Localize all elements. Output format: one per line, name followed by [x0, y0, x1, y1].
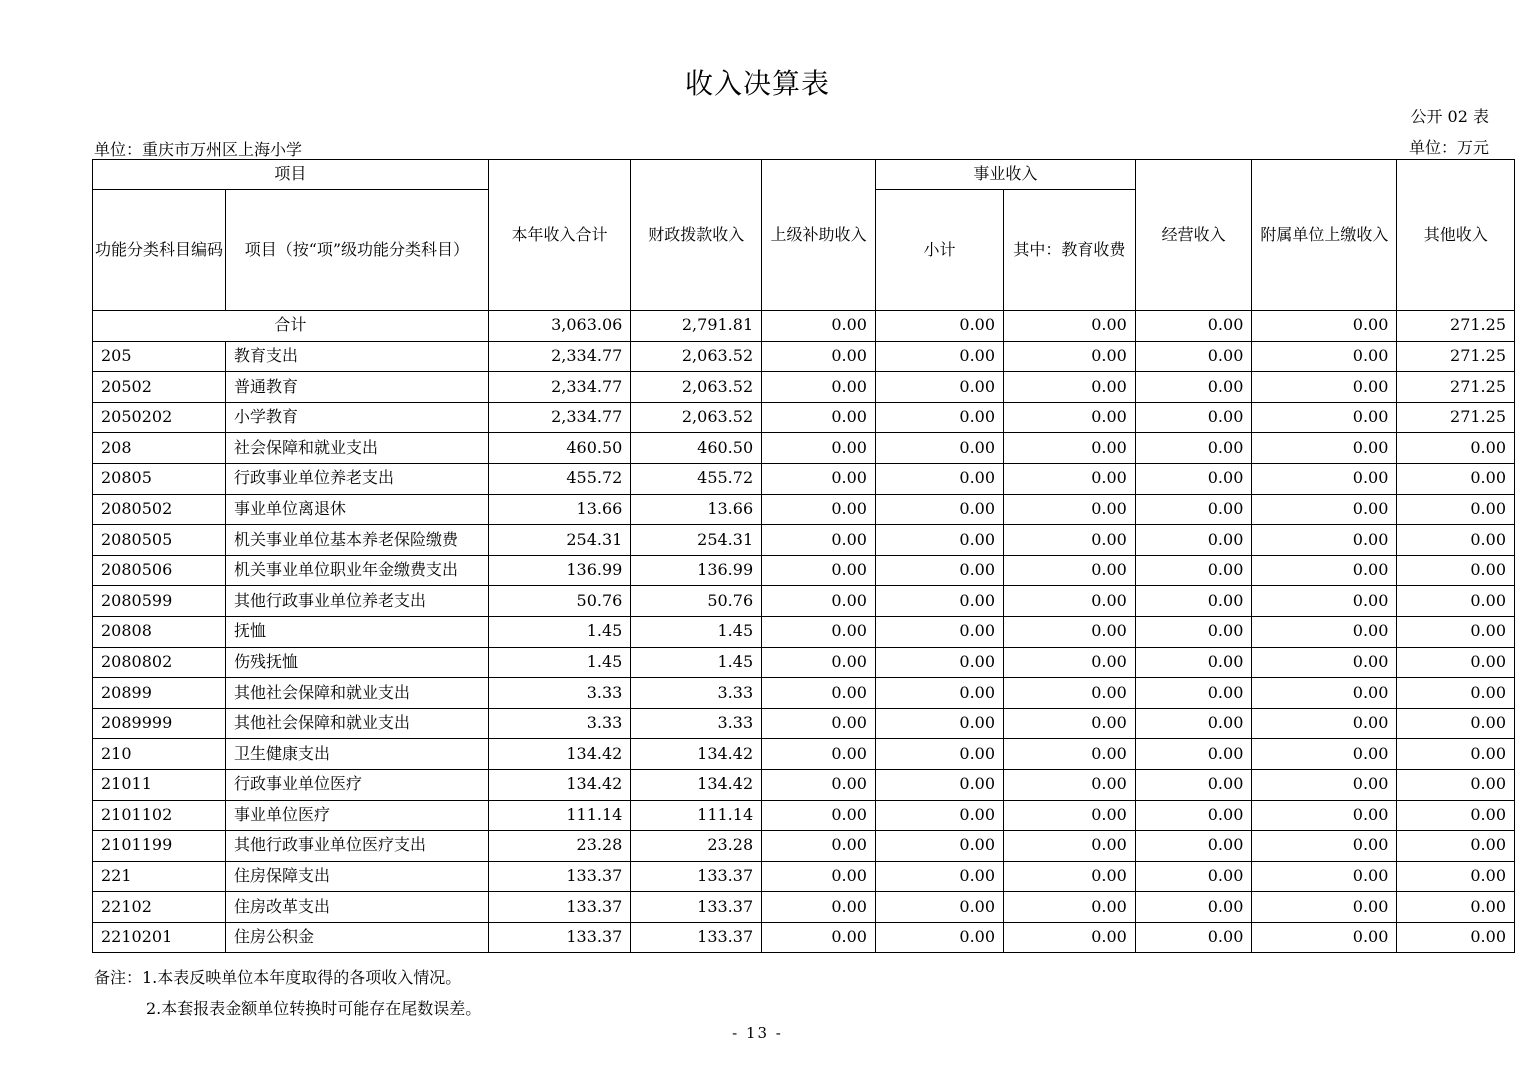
row-value-cell: 0.00 — [875, 647, 1003, 678]
row-name: 其他社会保障和就业支出 — [226, 678, 489, 709]
header-project-group: 项目 — [93, 160, 489, 190]
row-value-cell: 0.00 — [1252, 525, 1397, 556]
row-value-cell: 0.00 — [1004, 341, 1136, 372]
row-value-cell: 0.00 — [1135, 708, 1252, 739]
row-code: 2080802 — [93, 647, 226, 678]
row-value-cell: 0.00 — [1252, 769, 1397, 800]
row-value-cell: 133.37 — [631, 922, 762, 953]
row-value-cell: 23.28 — [488, 831, 631, 862]
row-value-cell: 3.33 — [488, 708, 631, 739]
row-value-cell: 0.00 — [875, 678, 1003, 709]
row-value-cell: 254.31 — [488, 525, 631, 556]
row-value-cell: 0.00 — [1004, 463, 1136, 494]
row-value-cell: 23.28 — [631, 831, 762, 862]
row-value-cell: 0.00 — [762, 678, 876, 709]
total-cell: 2,791.81 — [631, 311, 762, 342]
row-name: 卫生健康支出 — [226, 739, 489, 770]
row-value-cell: 133.37 — [631, 861, 762, 892]
row-value-cell: 0.00 — [762, 586, 876, 617]
row-value-cell: 0.00 — [1135, 555, 1252, 586]
total-cell: 271.25 — [1397, 311, 1515, 342]
row-value-cell: 0.00 — [1135, 831, 1252, 862]
row-value-cell: 0.00 — [762, 861, 876, 892]
row-value-cell: 0.00 — [1397, 586, 1515, 617]
table-row — [93, 892, 1515, 923]
row-value-cell: 2,063.52 — [631, 372, 762, 403]
table-row — [93, 769, 1515, 800]
row-value-cell: 0.00 — [875, 892, 1003, 923]
row-code: 208 — [93, 433, 226, 464]
row-value-cell: 2,063.52 — [631, 341, 762, 372]
row-value-cell: 136.99 — [488, 555, 631, 586]
row-value-cell: 0.00 — [1397, 678, 1515, 709]
row-value-cell: 0.00 — [762, 708, 876, 739]
row-value-cell: 0.00 — [1252, 800, 1397, 831]
row-value-cell: 0.00 — [1004, 433, 1136, 464]
table-row — [93, 647, 1515, 678]
row-name: 行政事业单位医疗 — [226, 769, 489, 800]
row-value-cell: 2,334.77 — [488, 341, 631, 372]
row-value-cell: 0.00 — [1397, 800, 1515, 831]
total-cell: 0.00 — [1135, 311, 1252, 342]
table-row — [93, 555, 1515, 586]
header-total: 本年收入合计 — [488, 160, 631, 311]
row-value-cell: 0.00 — [875, 861, 1003, 892]
row-value-cell: 0.00 — [1397, 616, 1515, 647]
row-value-cell: 0.00 — [1135, 586, 1252, 617]
row-value-cell: 0.00 — [875, 586, 1003, 617]
row-value-cell: 0.00 — [762, 769, 876, 800]
row-code: 2050202 — [93, 402, 226, 433]
total-cell: 0.00 — [762, 311, 876, 342]
row-value-cell: 0.00 — [1135, 922, 1252, 953]
row-name: 社会保障和就业支出 — [226, 433, 489, 464]
row-value-cell: 0.00 — [1004, 739, 1136, 770]
row-value-cell: 134.42 — [488, 739, 631, 770]
row-value-cell: 460.50 — [488, 433, 631, 464]
table-row — [93, 708, 1515, 739]
table-row — [93, 433, 1515, 464]
row-value-cell: 455.72 — [488, 463, 631, 494]
row-value-cell: 0.00 — [1252, 739, 1397, 770]
row-value-cell: 0.00 — [1135, 616, 1252, 647]
row-name: 机关事业单位职业年金缴费支出 — [226, 555, 489, 586]
row-value-cell: 0.00 — [1004, 800, 1136, 831]
row-value-cell: 0.00 — [1397, 433, 1515, 464]
header-affiliated: 附属单位上缴收入 — [1252, 160, 1397, 311]
row-value-cell: 2,063.52 — [631, 402, 762, 433]
form-number: 公开 02 表 — [1410, 107, 1489, 126]
row-value-cell: 0.00 — [875, 555, 1003, 586]
total-label: 合计 — [93, 311, 489, 342]
row-value-cell: 0.00 — [762, 555, 876, 586]
row-value-cell: 0.00 — [1397, 892, 1515, 923]
header-business-group: 事业收入 — [875, 160, 1135, 190]
row-value-cell: 254.31 — [631, 525, 762, 556]
row-name: 其他社会保障和就业支出 — [226, 708, 489, 739]
row-value-cell: 0.00 — [1252, 892, 1397, 923]
row-value-cell: 50.76 — [631, 586, 762, 617]
row-code: 20502 — [93, 372, 226, 403]
row-value-cell: 0.00 — [1135, 800, 1252, 831]
header-operating: 经营收入 — [1135, 160, 1252, 311]
row-value-cell: 0.00 — [762, 892, 876, 923]
table-row — [93, 372, 1515, 403]
row-value-cell: 0.00 — [762, 647, 876, 678]
row-value-cell: 0.00 — [1004, 525, 1136, 556]
row-value-cell: 0.00 — [1252, 372, 1397, 403]
row-value-cell: 0.00 — [1397, 739, 1515, 770]
row-value-cell: 0.00 — [1004, 892, 1136, 923]
row-value-cell: 0.00 — [1004, 831, 1136, 862]
row-value-cell: 0.00 — [875, 463, 1003, 494]
row-value-cell: 0.00 — [1252, 678, 1397, 709]
row-code: 20808 — [93, 616, 226, 647]
row-value-cell: 0.00 — [1135, 463, 1252, 494]
row-value-cell: 0.00 — [875, 800, 1003, 831]
row-value-cell: 1.45 — [488, 616, 631, 647]
note-line-2: 2.本套报表金额单位转换时可能存在尾数误差。 — [146, 999, 482, 1018]
total-cell: 0.00 — [1004, 311, 1136, 342]
row-value-cell: 0.00 — [1135, 341, 1252, 372]
row-value-cell: 0.00 — [1252, 341, 1397, 372]
page-number: - 13 - — [732, 1024, 783, 1042]
row-value-cell: 0.00 — [1252, 586, 1397, 617]
row-value-cell: 0.00 — [875, 831, 1003, 862]
row-name: 住房改革支出 — [226, 892, 489, 923]
row-value-cell: 0.00 — [1397, 463, 1515, 494]
row-value-cell: 0.00 — [1004, 708, 1136, 739]
row-value-cell: 0.00 — [1135, 861, 1252, 892]
row-value-cell: 0.00 — [1004, 372, 1136, 403]
row-code: 2080502 — [93, 494, 226, 525]
table-row — [93, 922, 1515, 953]
row-value-cell: 0.00 — [875, 922, 1003, 953]
row-value-cell: 0.00 — [762, 402, 876, 433]
row-value-cell: 0.00 — [875, 341, 1003, 372]
header-edu-fee: 其中：教育收费 — [1004, 190, 1136, 311]
table-row — [93, 463, 1515, 494]
row-value-cell: 111.14 — [488, 800, 631, 831]
row-value-cell: 0.00 — [1135, 372, 1252, 403]
row-value-cell: 0.00 — [1397, 525, 1515, 556]
row-value-cell: 1.45 — [631, 616, 762, 647]
page-title: 收入决算表 — [684, 67, 830, 100]
row-value-cell: 0.00 — [1252, 494, 1397, 525]
row-code: 221 — [93, 861, 226, 892]
table-row — [93, 831, 1515, 862]
row-value-cell: 0.00 — [1252, 831, 1397, 862]
row-value-cell: 271.25 — [1397, 341, 1515, 372]
row-value-cell: 0.00 — [1135, 892, 1252, 923]
row-value-cell: 0.00 — [762, 494, 876, 525]
row-value-cell: 0.00 — [1135, 647, 1252, 678]
currency-unit: 单位：万元 — [1408, 138, 1489, 157]
row-value-cell: 0.00 — [1004, 616, 1136, 647]
header-other: 其他收入 — [1397, 160, 1515, 311]
row-code: 2101102 — [93, 800, 226, 831]
row-value-cell: 0.00 — [762, 831, 876, 862]
row-value-cell: 133.37 — [488, 922, 631, 953]
total-cell: 0.00 — [875, 311, 1003, 342]
row-value-cell: 134.42 — [631, 739, 762, 770]
row-value-cell: 0.00 — [1252, 402, 1397, 433]
row-value-cell: 0.00 — [1004, 402, 1136, 433]
total-cell: 3,063.06 — [488, 311, 631, 342]
row-value-cell: 0.00 — [875, 769, 1003, 800]
row-value-cell: 13.66 — [631, 494, 762, 525]
row-value-cell: 0.00 — [762, 525, 876, 556]
notes — [94, 962, 481, 1024]
row-value-cell: 0.00 — [1135, 525, 1252, 556]
row-value-cell: 0.00 — [1135, 433, 1252, 464]
row-value-cell: 136.99 — [631, 555, 762, 586]
row-value-cell: 460.50 — [631, 433, 762, 464]
row-value-cell: 2,334.77 — [488, 402, 631, 433]
header-name: 项目（按“项”级功能分类科目） — [226, 190, 489, 311]
row-value-cell: 111.14 — [631, 800, 762, 831]
header-subtotal: 小计 — [875, 190, 1003, 311]
table-row — [93, 525, 1515, 556]
row-value-cell: 0.00 — [875, 402, 1003, 433]
header-code: 功能分类科目编码 — [93, 190, 226, 311]
row-value-cell: 0.00 — [875, 494, 1003, 525]
row-code: 21011 — [93, 769, 226, 800]
income-final-accounts-table — [92, 159, 1515, 953]
row-value-cell: 1.45 — [631, 647, 762, 678]
row-code: 20899 — [93, 678, 226, 709]
row-name: 事业单位离退休 — [226, 494, 489, 525]
table-row — [93, 341, 1515, 372]
row-value-cell: 0.00 — [1252, 861, 1397, 892]
row-name: 其他行政事业单位养老支出 — [226, 586, 489, 617]
row-name: 伤残抚恤 — [226, 647, 489, 678]
row-value-cell: 0.00 — [1135, 739, 1252, 770]
row-value-cell: 0.00 — [875, 708, 1003, 739]
row-value-cell: 2,334.77 — [488, 372, 631, 403]
row-value-cell: 0.00 — [762, 463, 876, 494]
row-name: 住房公积金 — [226, 922, 489, 953]
row-name: 其他行政事业单位医疗支出 — [226, 831, 489, 862]
row-code: 2101199 — [93, 831, 226, 862]
row-name: 普通教育 — [226, 372, 489, 403]
row-value-cell: 0.00 — [1135, 678, 1252, 709]
row-value-cell: 0.00 — [762, 922, 876, 953]
row-value-cell: 0.00 — [875, 525, 1003, 556]
row-code: 2080506 — [93, 555, 226, 586]
row-code: 210 — [93, 739, 226, 770]
row-value-cell: 133.37 — [631, 892, 762, 923]
row-value-cell: 0.00 — [1004, 494, 1136, 525]
row-value-cell: 0.00 — [1135, 769, 1252, 800]
table-row — [93, 402, 1515, 433]
row-value-cell: 0.00 — [1004, 769, 1136, 800]
row-value-cell: 0.00 — [762, 341, 876, 372]
row-value-cell: 0.00 — [762, 372, 876, 403]
header-superior: 上级补助收入 — [762, 160, 876, 311]
row-value-cell: 0.00 — [1135, 494, 1252, 525]
reporting-unit: 单位：重庆市万州区上海小学 — [94, 140, 303, 159]
row-value-cell: 0.00 — [762, 739, 876, 770]
row-value-cell: 0.00 — [1004, 678, 1136, 709]
row-value-cell: 3.33 — [488, 678, 631, 709]
row-value-cell: 0.00 — [1252, 922, 1397, 953]
row-value-cell: 0.00 — [1397, 861, 1515, 892]
table-row — [93, 861, 1515, 892]
header-fiscal: 财政拨款收入 — [631, 160, 762, 311]
row-value-cell: 1.45 — [488, 647, 631, 678]
row-value-cell: 0.00 — [1252, 647, 1397, 678]
row-value-cell: 0.00 — [1397, 922, 1515, 953]
row-value-cell: 0.00 — [1397, 769, 1515, 800]
row-value-cell: 0.00 — [1397, 555, 1515, 586]
row-value-cell: 455.72 — [631, 463, 762, 494]
row-code: 2210201 — [93, 922, 226, 953]
row-value-cell: 0.00 — [1004, 922, 1136, 953]
row-value-cell: 0.00 — [1397, 708, 1515, 739]
total-cell: 0.00 — [1252, 311, 1397, 342]
row-value-cell: 0.00 — [1397, 494, 1515, 525]
table-row — [93, 494, 1515, 525]
row-value-cell: 0.00 — [1397, 831, 1515, 862]
row-value-cell: 3.33 — [631, 708, 762, 739]
row-value-cell: 0.00 — [875, 739, 1003, 770]
row-value-cell: 3.33 — [631, 678, 762, 709]
row-value-cell: 0.00 — [1252, 555, 1397, 586]
note-line-1: 备注：1.本表反映单位本年度取得的各项收入情况。 — [94, 968, 462, 987]
row-value-cell: 0.00 — [762, 616, 876, 647]
row-value-cell: 50.76 — [488, 586, 631, 617]
row-code: 22102 — [93, 892, 226, 923]
row-value-cell: 0.00 — [875, 616, 1003, 647]
row-value-cell: 0.00 — [875, 433, 1003, 464]
total-row — [93, 311, 1515, 342]
row-name: 抚恤 — [226, 616, 489, 647]
row-name: 行政事业单位养老支出 — [226, 463, 489, 494]
row-value-cell: 0.00 — [762, 800, 876, 831]
row-value-cell: 0.00 — [1252, 708, 1397, 739]
row-name: 事业单位医疗 — [226, 800, 489, 831]
row-value-cell: 271.25 — [1397, 402, 1515, 433]
row-value-cell: 0.00 — [1252, 433, 1397, 464]
row-value-cell: 0.00 — [1252, 463, 1397, 494]
row-code: 205 — [93, 341, 226, 372]
row-code: 2080505 — [93, 525, 226, 556]
table-row — [93, 616, 1515, 647]
row-value-cell: 0.00 — [1252, 616, 1397, 647]
row-code: 20805 — [93, 463, 226, 494]
row-name: 机关事业单位基本养老保险缴费 — [226, 525, 489, 556]
table-row — [93, 800, 1515, 831]
row-value-cell: 133.37 — [488, 892, 631, 923]
row-name: 小学教育 — [226, 402, 489, 433]
row-value-cell: 0.00 — [1004, 555, 1136, 586]
row-code: 2089999 — [93, 708, 226, 739]
table-row — [93, 586, 1515, 617]
row-value-cell: 134.42 — [631, 769, 762, 800]
row-value-cell: 133.37 — [488, 861, 631, 892]
row-value-cell: 134.42 — [488, 769, 631, 800]
row-value-cell: 271.25 — [1397, 372, 1515, 403]
row-value-cell: 13.66 — [488, 494, 631, 525]
row-value-cell: 0.00 — [1004, 586, 1136, 617]
row-value-cell: 0.00 — [1135, 402, 1252, 433]
table-row — [93, 678, 1515, 709]
row-code: 2080599 — [93, 586, 226, 617]
row-name: 住房保障支出 — [226, 861, 489, 892]
row-value-cell: 0.00 — [1004, 861, 1136, 892]
row-value-cell: 0.00 — [762, 433, 876, 464]
row-value-cell: 0.00 — [1004, 647, 1136, 678]
row-name: 教育支出 — [226, 341, 489, 372]
row-value-cell: 0.00 — [875, 372, 1003, 403]
table-row — [93, 739, 1515, 770]
row-value-cell: 0.00 — [1397, 647, 1515, 678]
